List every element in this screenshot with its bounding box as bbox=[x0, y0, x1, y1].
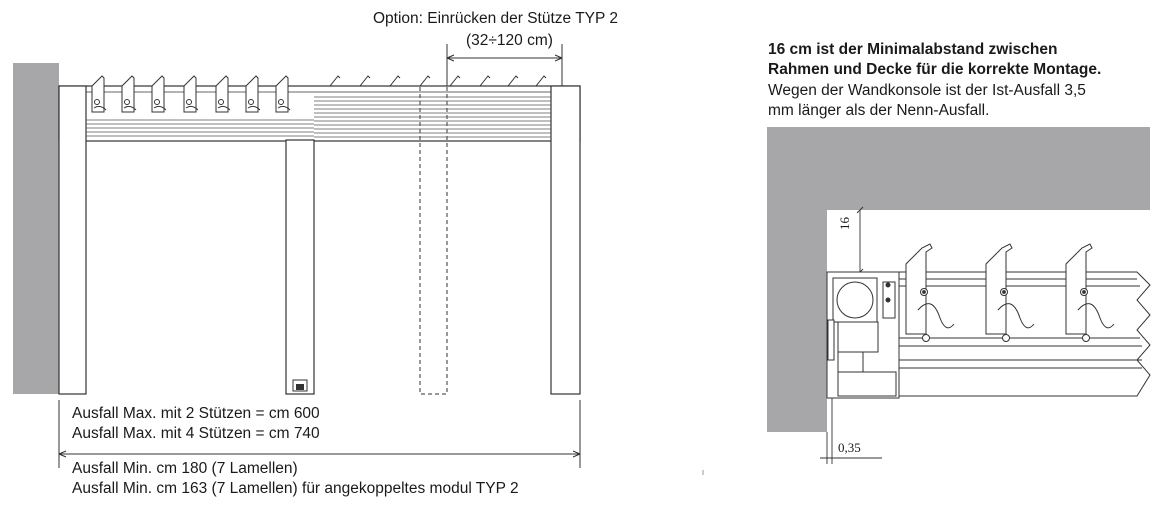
note-line-1: Wegen der Wandkonsole ist der Ist-Ausfall 3,5 bbox=[768, 82, 1086, 99]
dimension-16-label: 16 bbox=[837, 217, 852, 230]
left-post bbox=[59, 86, 86, 394]
heading-line-2: Rahmen und Decke für die korrekte Montage. bbox=[768, 61, 1102, 78]
right-post bbox=[551, 86, 580, 394]
note-line-2: mm länger als der Nenn-Ausfall. bbox=[768, 102, 990, 119]
dimension-035-label: 0,35 bbox=[838, 440, 861, 455]
ausfall-min-label: Ausfall Min. cm 180 (7 Lamellen) bbox=[72, 460, 298, 477]
ausfall-max-4-label: Ausfall Max. mit 4 Stützen = cm 740 bbox=[72, 425, 320, 442]
ausfall-min-modul-label: Ausfall Min. cm 163 (7 Lamellen) für angekoppeltes modul TYP 2 bbox=[72, 480, 519, 497]
louver-ticks bbox=[330, 76, 546, 86]
heading-line-1: 16 cm ist der Minimalabstand zwischen bbox=[768, 41, 1058, 58]
ausfall-max-2-label: Ausfall Max. mit 2 Stützen = cm 600 bbox=[72, 405, 320, 422]
middle-post bbox=[286, 140, 314, 394]
blade-housing bbox=[899, 272, 1150, 396]
option-range: (32÷120 cm) bbox=[466, 32, 553, 49]
vertical-dimension bbox=[857, 207, 863, 275]
frame-profile bbox=[827, 272, 899, 398]
left-wall bbox=[13, 63, 59, 394]
option-title: Option: Einrücken der Stütze TYP 2 bbox=[373, 10, 618, 27]
